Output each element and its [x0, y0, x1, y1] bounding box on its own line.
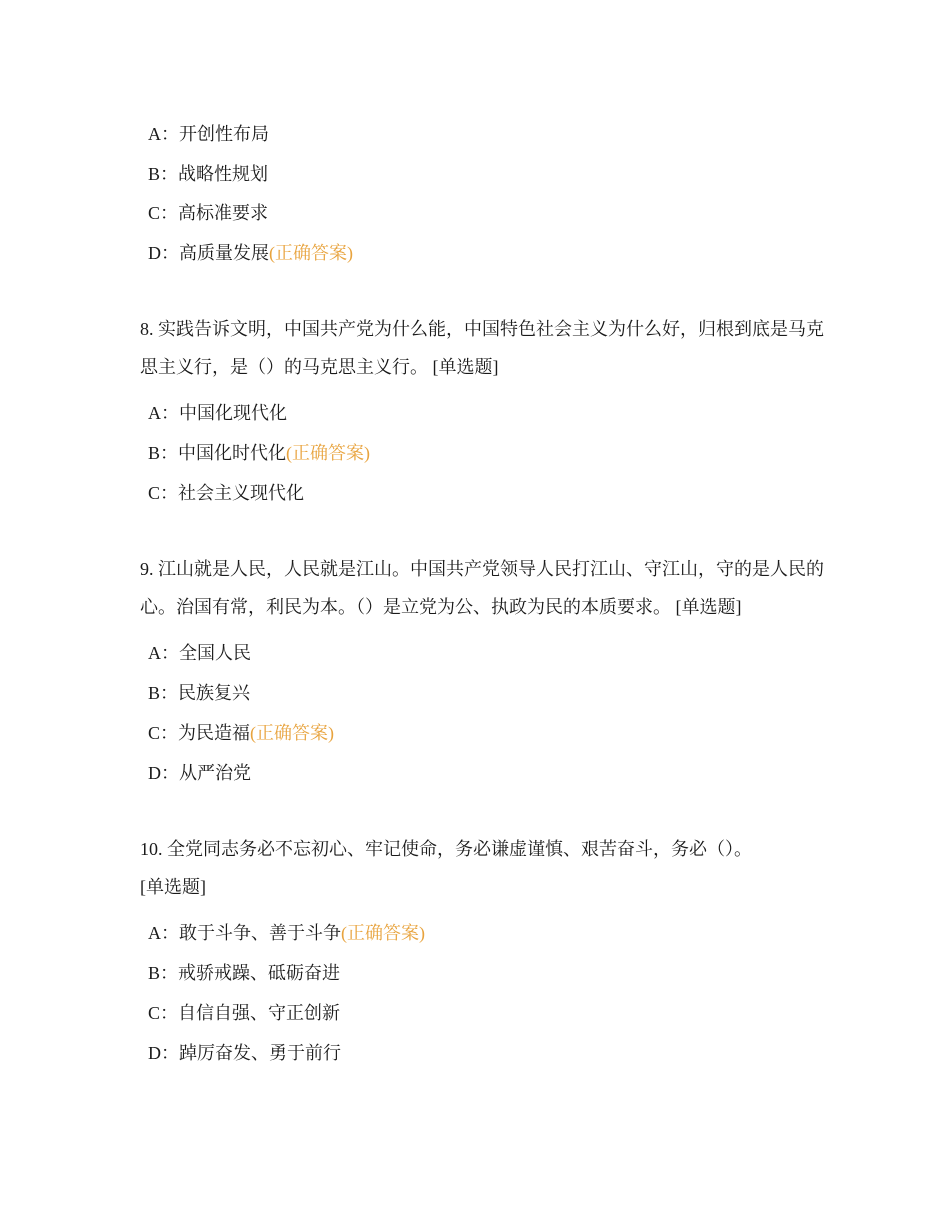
correct-answer-marker: (正确答案): [341, 923, 425, 943]
question-text: 8. 实践告诉文明，中国共产党为什么能，中国特色社会主义为什么好，归根到底是马克思主义行，是（）的马克思主义行。: [140, 319, 824, 377]
option-letter: C：: [148, 483, 179, 503]
option-text: 高质量发展: [179, 243, 269, 263]
option-letter: A：: [148, 643, 179, 663]
option-text: 为民造福: [178, 723, 251, 743]
option-letter: B：: [148, 443, 179, 463]
q7-option-b: [148, 162, 268, 186]
option-text: 高标准要求: [178, 203, 269, 223]
question-type: [单选题]: [432, 357, 499, 377]
option-text: 中国化现代化: [179, 403, 287, 423]
option-letter: B：: [148, 164, 179, 184]
correct-answer-marker: (正确答案): [269, 243, 353, 263]
option-letter: A：: [148, 923, 179, 943]
q10-option-c: [148, 1001, 340, 1025]
q8-option-c: [148, 481, 304, 505]
option-letter: D：: [148, 243, 179, 263]
q10-option-a: [148, 921, 425, 945]
q7-option-d: [148, 241, 353, 265]
option-text: 从严治党: [179, 763, 251, 783]
option-text: 中国化时代化: [178, 443, 287, 463]
question-type: [单选题]: [675, 597, 742, 617]
q8-option-a: [148, 401, 287, 425]
option-letter: C：: [148, 723, 179, 743]
option-text: 社会主义现代化: [178, 483, 305, 503]
option-text: 开创性布局: [179, 124, 269, 144]
option-letter: A：: [148, 124, 179, 144]
option-letter: B：: [148, 963, 179, 983]
option-text: 自信自强、守正创新: [178, 1003, 341, 1023]
option-letter: B：: [148, 683, 179, 703]
q10-option-d: [148, 1041, 341, 1065]
q7-option-c: [148, 201, 268, 225]
option-text: 战略性规划: [178, 164, 269, 184]
option-letter: D：: [148, 1043, 179, 1063]
option-letter: C：: [148, 1003, 179, 1023]
q9-option-a: [148, 641, 251, 665]
option-text: 民族复兴: [178, 683, 251, 703]
q9-option-c: [148, 721, 334, 745]
option-letter: D：: [148, 763, 179, 783]
option-text: 戒骄戒躁、砥砺奋进: [178, 963, 341, 983]
q10-stem: [140, 830, 830, 906]
option-text: 全国人民: [179, 643, 251, 663]
q8-option-b: [148, 441, 370, 465]
q9-stem: [140, 550, 830, 626]
option-letter: A：: [148, 403, 179, 423]
correct-answer-marker: (正确答案): [250, 723, 335, 743]
q8-stem: [140, 310, 830, 386]
option-letter: C：: [148, 203, 179, 223]
q9-option-d: [148, 761, 251, 785]
option-text: 踔厉奋发、勇于前行: [179, 1043, 341, 1063]
q7-option-a: [148, 122, 269, 146]
correct-answer-marker: (正确答案): [286, 443, 371, 463]
question-text: 10. 全党同志务必不忘初心、牢记使命，务必谦虚谨慎、艰苦奋斗，务必（）。: [140, 839, 752, 859]
q10-option-b: [148, 961, 340, 985]
q9-option-b: [148, 681, 250, 705]
option-text: 敢于斗争、善于斗争: [179, 923, 341, 943]
question-type: [单选题]: [140, 877, 206, 897]
question-text: 9. 江山就是人民，人民就是江山。中国共产党领导人民打江山、守江山，守的是人民的心。治国有常，利民为本。（）是立党为公、执政为民的本质要求。: [140, 559, 824, 617]
